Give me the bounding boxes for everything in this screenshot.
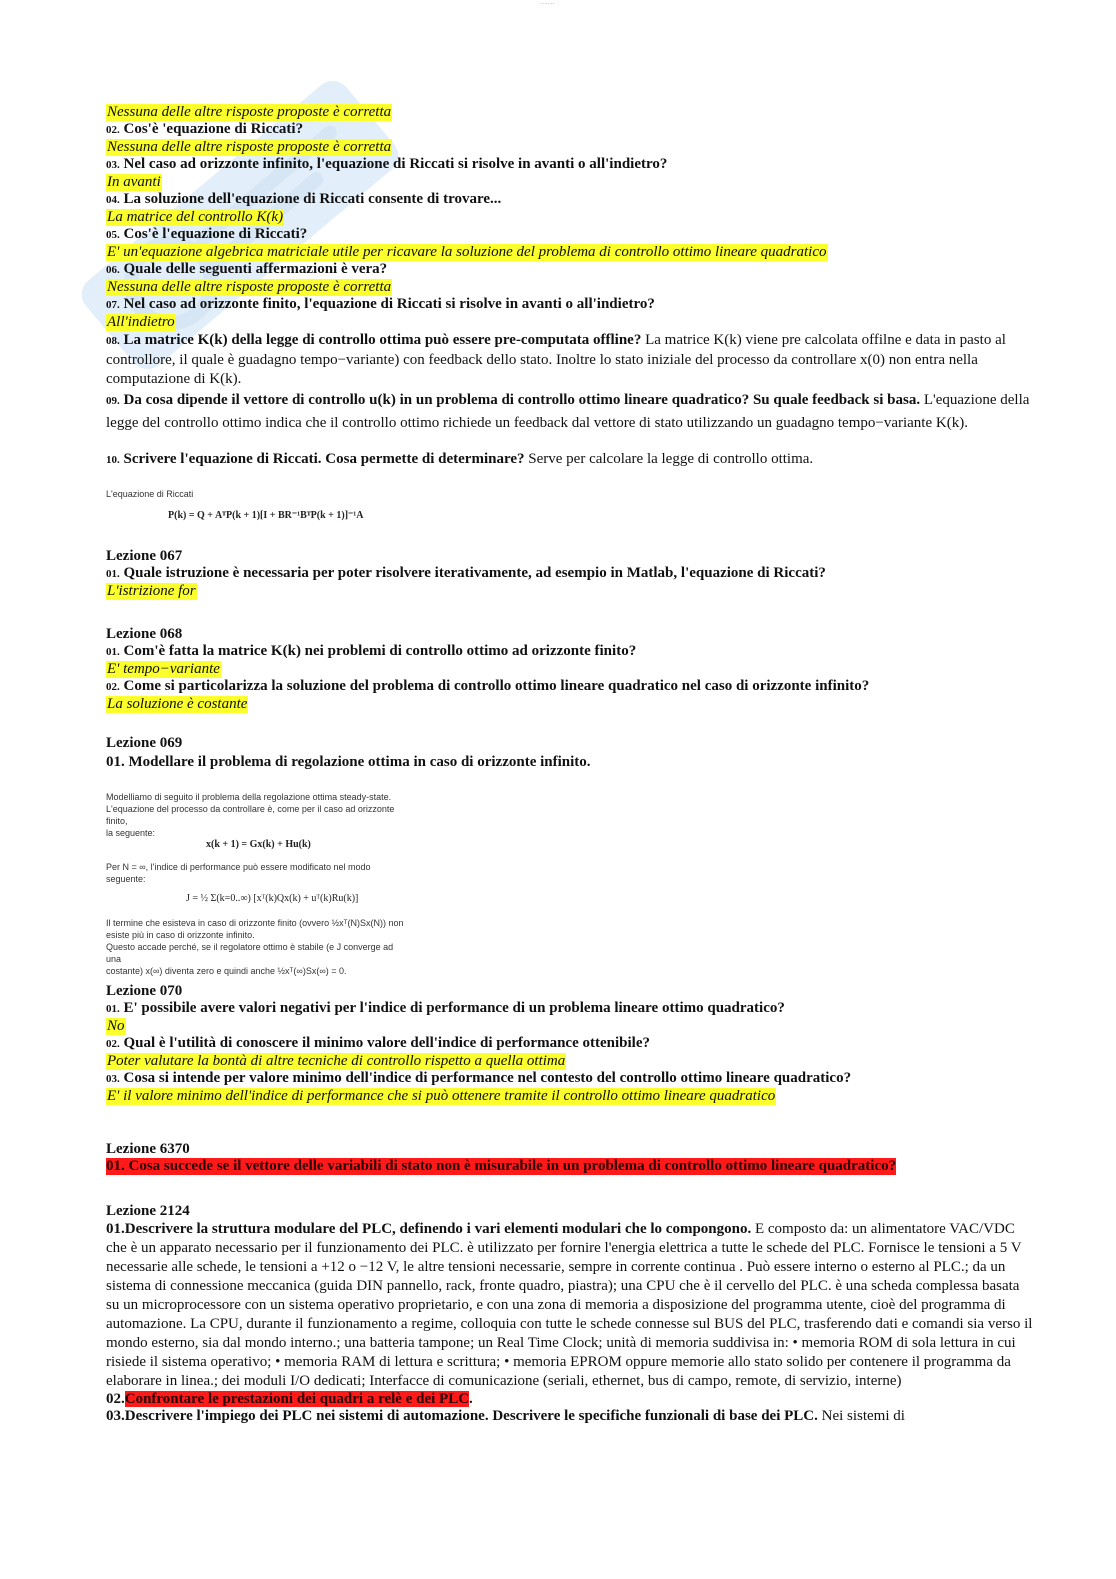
figure-line: la seguente:: [106, 828, 156, 838]
answer: All'indietro: [107, 314, 175, 330]
answer: No: [107, 1018, 125, 1034]
question-number: 05.: [106, 229, 120, 241]
question: Quale delle seguenti affermazioni è vera?: [123, 261, 388, 277]
figure-line: costante) x(∞) diventa zero e quindi anche ½xᵀ(∞)Sx(∞) = 0.: [106, 966, 347, 976]
figure-equation: x(k + 1) = Gx(k) + Hu(k): [206, 839, 311, 850]
answer-text: L'equazione della legge del controllo ottimo indica che il controllo ottimo richiede un feedback dal vettore di stato utilizzando un guadagno tempo−variante K(k).: [106, 392, 1030, 431]
question-number: 09.: [106, 395, 120, 407]
question-number: 02.: [106, 124, 120, 136]
question-number: 03.: [106, 159, 120, 171]
question-number: 10.: [106, 454, 120, 466]
header-mark: ......: [540, 0, 556, 6]
figure-line: L'equazione del processo da controllare è, come per il caso ad orizzonte finito,: [106, 804, 395, 826]
question: Scrivere l'equazione di Riccati. Cosa permette di determinare?: [123, 451, 525, 467]
question-number: 03.: [106, 1073, 120, 1085]
question-01: [106, 1220, 1036, 1391]
regolazione-figure: [106, 791, 406, 976]
qa-item-08: [106, 331, 1036, 389]
answer: Nessuna delle altre risposte proposte è corretta: [107, 279, 392, 295]
lesson-069: [106, 735, 1036, 976]
lesson-title: Lezione 6370: [106, 1141, 190, 1157]
question-highlight: Confrontare le prestazioni dei quadri a relè e dei PLC: [124, 1391, 470, 1407]
qa-item-04: [106, 191, 1036, 226]
question: 01. Modellare il problema di regolazione ottima in caso di orizzonte infinito.: [106, 754, 591, 770]
question-03: [106, 1408, 1036, 1425]
question: Da cosa dipende il vettore di controllo u(k) in un problema di controllo ottimo lineare quadratico? Su quale feedback si basa.: [123, 392, 921, 408]
answer: E' un'equazione algebrica matriciale utile per ricavare la soluzione del problema di controllo ottimo lineare quadratico: [107, 244, 827, 260]
question-number: 08.: [106, 335, 120, 347]
question: 03.Descrivere l'impiego dei PLC nei sistemi di automazione. Descrivere le specifiche funzionali di base dei PLC.: [106, 1408, 818, 1424]
figure-line: Per N = ∞, l'indice di performance può essere modificato nel modo seguente:: [106, 862, 371, 884]
answer: La matrice del controllo K(k): [107, 209, 284, 225]
lesson-2124: [106, 1203, 1036, 1425]
lesson-067: [106, 548, 1036, 600]
question: Come si particolarizza la soluzione del problema di controllo ottimo lineare quadratico nel caso di orizzonte infinito?: [123, 678, 870, 694]
answer-text: La matrice K(k) viene pre calcolata offilne e data in pasto al controllore, il quale è guadagno tempo−variante) con feedback dello stato. Inoltre lo stato iniziale del processo da controllare x(0) non entra nella computazione di K(k).: [106, 332, 1006, 387]
lesson-070: [106, 983, 1036, 1105]
answer-text: E composto da: un alimentatore VAC/VDC che è un apparato necessario per il funzionamento dei PLC. è utilizzato per fornire l'energia elettrica a tutte le schede del PLC. Fornisce le tensioni a 5 V necessarie alle schede, le tensioni a +12 o −12 V, le altre tensioni necessarie, sempre in corrente continua . Può essere interno o esterno al PLC.; da un sistema di connessione meccanica (guida DIN pannello, rack, fronte quadro, piastra); una CPU che è il cervello del PLC. è una scheda complessa basata su un microprocessore con un sistema operativo proprietario, e con una zona di memoria a disposizione del programma utente, cioè del programma di automazione. La CPU, durante il funzionamento a regime, colloquia con tutte le schede connesse sul BUS del PLC, trasferendo dati e comandi sia verso il mondo esterno, sia dal mondo interno.; una batteria tampone; un Real Time Clock; unità di memoria suddivisa in: • memoria ROM di sola lettura in cui risiede il sistema operativo; • memoria RAM di lettura e scrittura; • memoria EPROM oppure memorie allo stato solido per contenere il programma da elaborare in linea.; dei moduli I/O dedicati; Interfacce di comunicazione (seriali, ethernet, bus di campo, remote, di servizio, interne): [106, 1221, 1033, 1389]
answer: Nessuna delle altre risposte proposte è corretta: [107, 104, 392, 120]
lesson-6370: [106, 1141, 1036, 1175]
qa-item-03: [106, 156, 1036, 191]
riccati-equation: P(k) = Q + AᵀP(k + 1)[I + BR⁻¹BᵀP(k + 1)]⁻¹A: [168, 510, 364, 521]
question: 01.Descrivere la struttura modulare del PLC, definendo i vari elementi modulari che lo compongono.: [106, 1221, 752, 1237]
answer: E' tempo−variante: [107, 661, 220, 677]
lesson-title: Lezione 070: [106, 983, 183, 999]
question-number: 01.: [106, 568, 120, 580]
document-body: [106, 104, 1036, 1425]
qa-item-07: [106, 296, 1036, 331]
figure-caption: L'equazione di Riccati: [106, 489, 194, 499]
question-number: 01.: [106, 1003, 120, 1015]
figure-equation: J = ½ Σ(k=0..∞) [xᵀ(k)Qx(k) + uᵀ(k)Ru(k)]: [186, 893, 359, 904]
lesson-title: Lezione 068: [106, 626, 183, 642]
question: Com'è fatta la matrice K(k) nei problemi di controllo ottimo ad orizzonte finito?: [123, 643, 637, 659]
lesson-068: [106, 626, 1036, 713]
question: Cosa si intende per valore minimo dell'indice di performance nel contesto del controllo ottimo lineare quadratico?: [123, 1070, 852, 1086]
question-number: 02.: [106, 681, 120, 693]
answer: Poter valutare la bontà di altre tecniche di controllo rispetto a quella ottima: [107, 1053, 566, 1069]
figure-line: Modelliamo di seguito il problema della regolazione ottima steady-state.: [106, 792, 392, 802]
question: La soluzione dell'equazione di Riccati consente di trovare...: [123, 191, 502, 207]
answer: Nessuna delle altre risposte proposte è corretta: [107, 139, 392, 155]
qa-item-01: [106, 104, 1036, 121]
question-number: 01.: [106, 646, 120, 658]
question-number: 02.: [106, 1391, 125, 1407]
qa-item-06: [106, 261, 1036, 296]
question-number: 02.: [106, 1038, 120, 1050]
answer: E' il valore minimo dell'indice di performance che si può ottenere tramite il controllo ottimo lineare quadratico: [107, 1088, 776, 1104]
lesson-title: Lezione 069: [106, 735, 183, 751]
question-highlight: 01. Cosa succede se il vettore delle variabili di stato non è misurabile in un problema di controllo ottimo lineare quadratico?: [106, 1158, 897, 1174]
qa-item-09: [106, 389, 1036, 434]
riccati-equation-figure: [106, 488, 1036, 536]
question: Cos'è l'equazione di Riccati?: [123, 226, 308, 242]
answer: In avanti: [107, 174, 161, 190]
qa-item-10: [106, 450, 1036, 470]
question-dot: .: [469, 1391, 473, 1407]
question: Nel caso ad orizzonte finito, l'equazione di Riccati si risolve in avanti o all'indietro?: [123, 296, 655, 312]
lesson-title: Lezione 067: [106, 548, 183, 564]
answer-text: Nei sistemi di: [817, 1408, 905, 1424]
qa-item-05: [106, 226, 1036, 261]
question-number: 04.: [106, 194, 120, 206]
question: Nel caso ad orizzonte infinito, l'equazione di Riccati si risolve in avanti o all'indietro?: [123, 156, 668, 172]
question-number: 07.: [106, 299, 120, 311]
answer-text: Serve per calcolare la legge di controllo ottima.: [524, 451, 814, 467]
question-02: [106, 1391, 1036, 1408]
answer: L'istrizione for: [107, 583, 196, 599]
question: La matrice K(k) della legge di controllo ottima può essere pre-computata offline?: [123, 332, 642, 348]
qa-item-02: [106, 121, 1036, 156]
question-number: 06.: [106, 264, 120, 276]
figure-line: Il termine che esisteva in caso di orizzonte finito (ovvero ½xᵀ(N)Sx(N)) non: [106, 918, 404, 928]
answer: La soluzione è costante: [107, 696, 248, 712]
figure-line: esiste più in caso di orizzonte infinito.: [106, 930, 255, 940]
question: Cos'è 'equazione di Riccati?: [123, 121, 304, 137]
question: E' possibile avere valori negativi per l'indice di performance di un problema lineare ottimo quadratico?: [123, 1000, 785, 1016]
question: Quale istruzione è necessaria per poter risolvere iterativamente, ad esempio in Matlab, l'equazione di Riccati?: [123, 565, 826, 581]
figure-line: Questo accade perché, se il regolatore ottimo è stabile (e J converge ad una: [106, 942, 394, 964]
lesson-title: Lezione 2124: [106, 1203, 190, 1219]
question: Qual è l'utilità di conoscere il minimo valore dell'indice di performance ottenibile?: [123, 1035, 650, 1051]
